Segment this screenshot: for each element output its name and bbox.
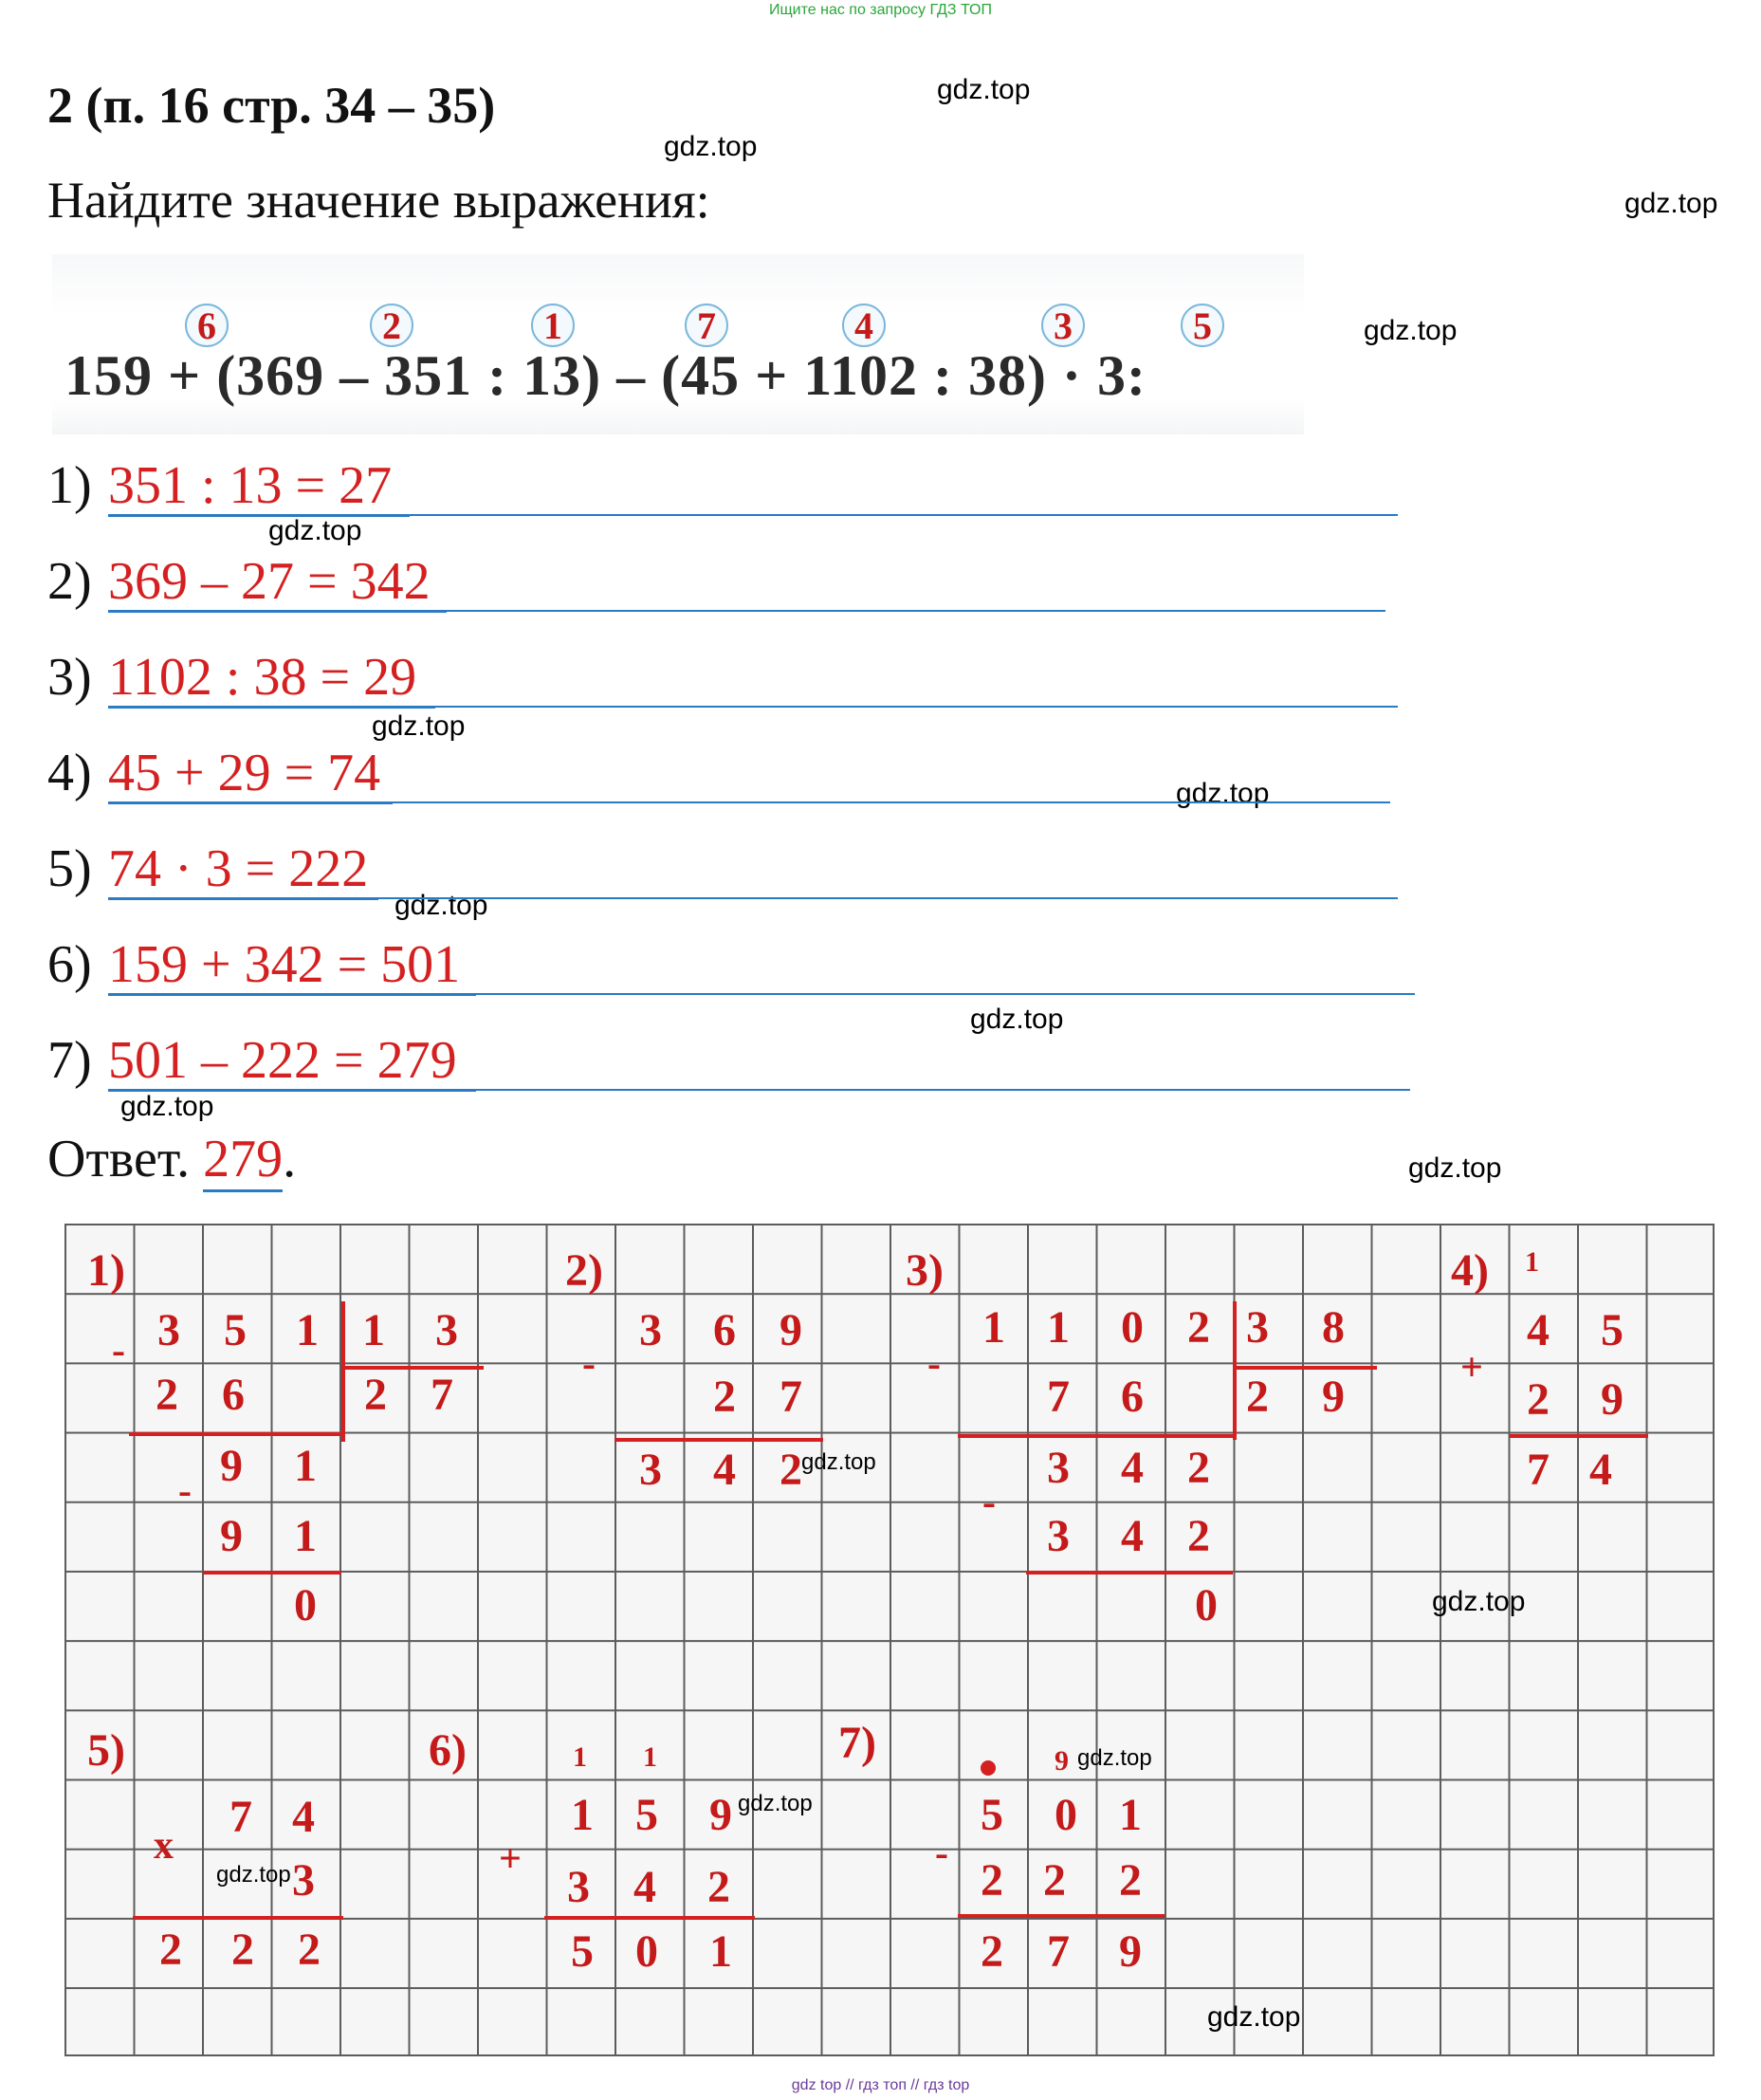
digit: 4 [1121, 1443, 1144, 1493]
digit: 1 [982, 1302, 1005, 1353]
watermark: gdz.top [1207, 2001, 1301, 2033]
digit: 5 [1601, 1305, 1623, 1355]
order-mark: 2 [370, 304, 413, 347]
digit: 9 [1601, 1374, 1623, 1425]
digit: 7 [1047, 1926, 1070, 1977]
digit: 4 [633, 1862, 656, 1912]
digit: 2 [713, 1372, 736, 1422]
digit: 1 [1047, 1302, 1070, 1353]
math-expression: 159 + (369 – 351 : 13) – (45 + 1102 : 38) · 3: [64, 344, 1146, 407]
grid-label: 7) [838, 1718, 876, 1768]
footer: gdz top // гдз топ // гдз top [791, 2077, 970, 2093]
step-number: 1) [47, 456, 92, 515]
digit: 3 [1047, 1511, 1070, 1561]
addition-line [544, 1916, 755, 1920]
watermark: gdz.top [738, 1791, 813, 1816]
borrow-dot [981, 1760, 996, 1776]
page-title: 2 (п. 16 стр. 34 – 35) [47, 77, 496, 134]
digit: 2 [1187, 1511, 1210, 1561]
carry-digit: 1 [1525, 1246, 1539, 1278]
digit: 0 [1195, 1580, 1218, 1630]
digit: 5 [571, 1926, 594, 1977]
order-mark: 6 [185, 304, 229, 347]
grid-label: 1) [87, 1245, 125, 1296]
digit: 1 [294, 1511, 317, 1561]
digit: 4 [1527, 1305, 1550, 1355]
digit: 9 [220, 1511, 243, 1561]
digit: 2 [1527, 1374, 1550, 1425]
digit: 1 [1119, 1790, 1142, 1840]
times-sign: x [154, 1824, 174, 1868]
watermark: gdz.top [970, 1004, 1064, 1035]
watermark: gdz.top [216, 1862, 291, 1888]
digit: 8 [1322, 1302, 1345, 1353]
step-equation: 369 – 27 = 342 [108, 552, 431, 611]
watermark: gdz.top [268, 515, 362, 546]
digit: 4 [1589, 1445, 1612, 1495]
minus-sign: - [927, 1342, 941, 1386]
answer-line [378, 897, 1398, 899]
digit: 1 [294, 1441, 317, 1491]
digit: 3 [292, 1855, 315, 1906]
digit: 3 [639, 1305, 662, 1355]
digit: 2 [364, 1370, 387, 1420]
answer-line [410, 514, 1398, 516]
digit: 7 [1527, 1445, 1550, 1495]
equation-underline [108, 897, 378, 900]
step-3 [47, 647, 1422, 723]
step-number: 4) [47, 744, 92, 802]
equation-underline [108, 801, 393, 804]
equation-underline [108, 1089, 476, 1092]
step-equation: 1102 : 38 = 29 [108, 648, 417, 707]
digit: 2 [1043, 1855, 1066, 1906]
order-mark: 3 [1041, 304, 1085, 347]
digit: 1 [571, 1790, 594, 1840]
addition-line [1510, 1434, 1648, 1438]
step-4 [47, 743, 1422, 819]
digit: 0 [1055, 1790, 1077, 1840]
subtraction-line [129, 1432, 345, 1436]
top-banner: Ищите нас по запросу ГДЗ ТОП [769, 2, 992, 18]
digit: 6 [1121, 1372, 1144, 1422]
order-mark: 4 [842, 304, 886, 347]
answer-line [476, 993, 1415, 995]
digit: 4 [1121, 1511, 1144, 1561]
digit: 9 [780, 1305, 802, 1355]
digit: 2 [707, 1862, 730, 1912]
answer-period: . [283, 1130, 297, 1188]
digit: 1 [709, 1926, 732, 1977]
digit: 2 [1187, 1302, 1210, 1353]
step-1 [47, 455, 1422, 531]
step-equation: 159 + 342 = 501 [108, 935, 461, 994]
grid-label: 2) [565, 1245, 603, 1296]
watermark: gdz.top [937, 74, 1031, 105]
watermark: gdz.top [372, 710, 466, 742]
answer-line [476, 1089, 1410, 1091]
grid-label: 4) [1451, 1245, 1489, 1296]
digit: 3 [435, 1305, 458, 1355]
watermark: gdz.top [1408, 1152, 1502, 1184]
digit: 2 [1246, 1372, 1269, 1422]
digit: 5 [635, 1790, 658, 1840]
carry-digit: 1 [573, 1741, 587, 1773]
digit: 9 [709, 1790, 732, 1840]
digit: 2 [231, 1925, 254, 1975]
minus-sign: - [582, 1342, 596, 1386]
digit: 7 [780, 1372, 802, 1422]
answer-line [435, 706, 1398, 708]
equation-underline [108, 993, 476, 996]
digit: 1 [296, 1305, 319, 1355]
step-equation: 45 + 29 = 74 [108, 744, 381, 802]
minus-sign: - [112, 1329, 125, 1372]
step-2 [47, 551, 1422, 627]
division-bar [341, 1301, 345, 1442]
digit: 4 [713, 1445, 736, 1495]
step-equation: 501 – 222 = 279 [108, 1031, 457, 1090]
digit: 2 [981, 1855, 1003, 1906]
multiplication-line [133, 1916, 343, 1920]
digit: 6 [222, 1370, 245, 1420]
subtraction-line [1026, 1571, 1233, 1575]
watermark: gdz.top [1176, 778, 1270, 809]
digit: 1 [362, 1305, 385, 1355]
equation-underline [108, 610, 447, 613]
grid-label: 5) [87, 1725, 125, 1776]
digit: 2 [298, 1925, 321, 1975]
digit: 7 [1047, 1372, 1070, 1422]
watermark: gdz.top [394, 890, 488, 921]
digit: 4 [292, 1792, 315, 1842]
order-mark: 7 [685, 304, 728, 347]
minus-sign: - [982, 1481, 996, 1524]
step-equation: 351 : 13 = 27 [108, 456, 393, 515]
digit: 0 [1121, 1302, 1144, 1353]
digit: 2 [156, 1370, 178, 1420]
digit: 0 [635, 1926, 658, 1977]
digit: 2 [1119, 1855, 1142, 1906]
order-mark: 5 [1181, 304, 1224, 347]
digit: 5 [981, 1790, 1003, 1840]
division-bar [341, 1366, 484, 1370]
watermark: gdz.top [664, 131, 758, 162]
step-number: 3) [47, 648, 92, 707]
digit: 5 [224, 1305, 247, 1355]
answer-value: 279 [203, 1133, 283, 1192]
digit: 2 [159, 1925, 182, 1975]
digit: 3 [639, 1445, 662, 1495]
answer-label: Ответ. [47, 1130, 191, 1188]
digit: 2 [1187, 1443, 1210, 1493]
subtraction-line [958, 1434, 1233, 1438]
watermark: gdz.top [120, 1091, 214, 1122]
step-number: 5) [47, 839, 92, 898]
division-bar [1233, 1366, 1377, 1370]
digit: 3 [1047, 1443, 1070, 1493]
plus-sign: + [1460, 1346, 1483, 1390]
digit: 0 [294, 1580, 317, 1630]
watermark: gdz.top [1432, 1586, 1526, 1617]
digit: 9 [220, 1441, 243, 1491]
step-7 [47, 1030, 1422, 1106]
digit: 6 [713, 1305, 736, 1355]
digit: 2 [981, 1926, 1003, 1977]
equation-underline [108, 706, 435, 709]
grid-label: 3) [906, 1245, 944, 1296]
order-mark: 1 [531, 304, 575, 347]
answer-line [393, 801, 1390, 803]
step-equation: 74 · 3 = 222 [108, 839, 369, 898]
step-6 [47, 934, 1422, 1010]
answer-line [447, 610, 1385, 612]
task-instruction: Найдите значение выражения: [47, 172, 710, 229]
borrow-digit: 9 [1055, 1745, 1069, 1777]
answer [47, 1129, 296, 1192]
watermark: gdz.top [1077, 1745, 1152, 1771]
digit: 9 [1119, 1926, 1142, 1977]
subtraction-line [203, 1571, 341, 1575]
watermark: gdz.top [1624, 188, 1718, 219]
watermark: gdz.top [801, 1449, 876, 1475]
subtraction-line [615, 1438, 823, 1442]
digit: 2 [780, 1445, 802, 1495]
watermark: gdz.top [1364, 315, 1458, 346]
digit: 3 [157, 1305, 180, 1355]
digit: 3 [1246, 1302, 1269, 1353]
minus-sign: - [178, 1469, 192, 1513]
step-5 [47, 838, 1422, 914]
carry-digit: 1 [643, 1741, 657, 1773]
digit: 3 [567, 1862, 590, 1912]
digit: 9 [1322, 1372, 1345, 1422]
grid-label: 6) [429, 1725, 467, 1776]
equation-underline [108, 514, 410, 517]
plus-sign: + [499, 1837, 522, 1881]
minus-sign: - [935, 1832, 948, 1875]
step-number: 2) [47, 552, 92, 611]
step-number: 7) [47, 1031, 92, 1090]
step-number: 6) [47, 935, 92, 994]
subtraction-line [958, 1914, 1165, 1918]
digit: 7 [431, 1370, 453, 1420]
digit: 7 [229, 1792, 252, 1842]
